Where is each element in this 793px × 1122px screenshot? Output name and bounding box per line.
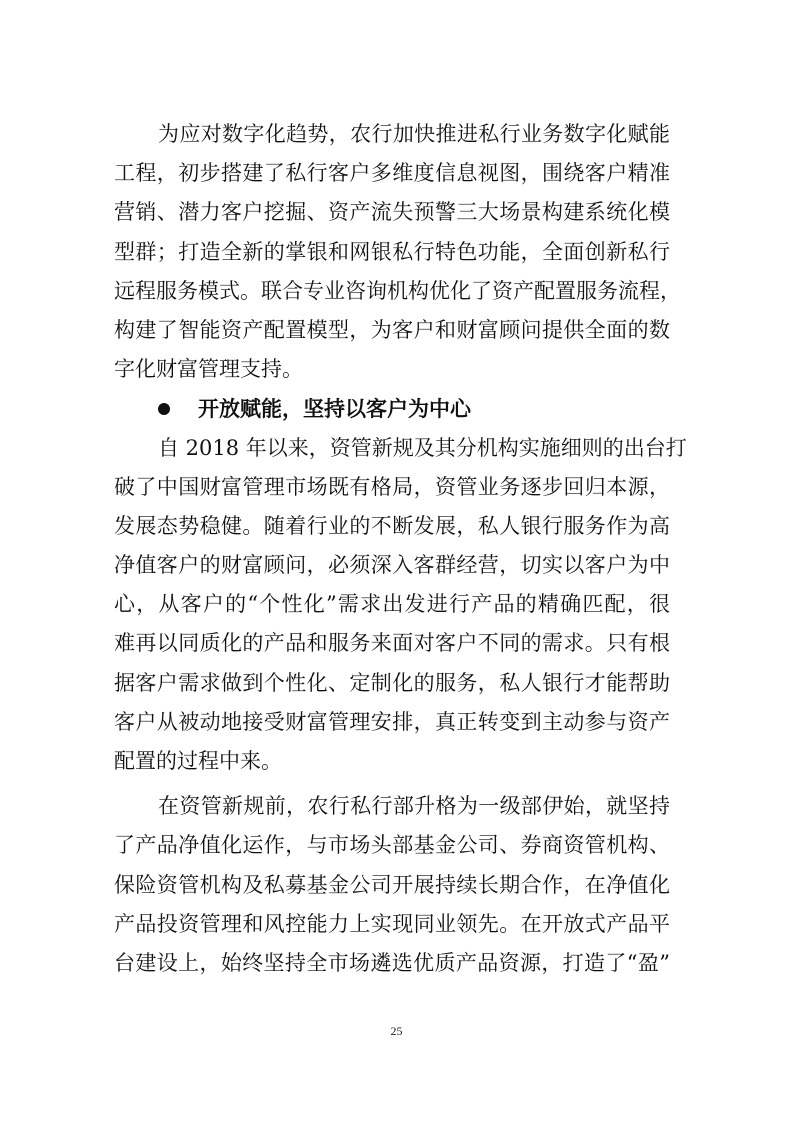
paragraph-line: 配置的过程中来。: [114, 749, 282, 773]
paragraph-line: 发展态势稳健。随着行业的不断发展，私人银行服务作为高: [114, 513, 670, 538]
paragraph-line: 工程，初步搭建了私行客户多维度信息视图，围绕客户精准: [114, 161, 670, 186]
paragraph-line: 营销、潜力客户挖掘、资产流失预警三大场景构建系统化模: [114, 200, 670, 225]
paragraph-line: 构建了智能资产配置模型，为客户和财富顾问提供全面的数: [114, 317, 670, 342]
paragraph-line: 字化财富管理支持。: [114, 357, 303, 382]
paragraph-line: 为应对数字化趋势，农行加快推进私行业务数字化赋能: [158, 122, 670, 146]
paragraph-line: 心，从客户的“个性化”需求出发进行产品的精确匹配，很: [114, 592, 670, 617]
paragraph-line: 在资管新规前，农行私行部升格为一级部伊始，就坚持: [158, 794, 670, 819]
paragraph-line: 难再以同质化的产品和服务来面对客户不同的需求。只有根: [114, 631, 670, 656]
bullet-dot-icon: [158, 403, 170, 415]
paragraph-product-platform: [114, 787, 670, 983]
paragraph-line: 据客户需求做到个性化、定制化的服务，私人银行才能帮助: [114, 670, 670, 695]
paragraph-line: 自 2018 年以来，资管新规及其分机构实施细则的出台打: [158, 435, 687, 460]
paragraph-line: 客户从被动地接受财富管理安排，真正转变到主动参与资产: [114, 709, 670, 734]
section-heading: [114, 389, 670, 428]
paragraph-client-centric: [114, 429, 687, 782]
paragraph-line: 产品投资管理和风控能力上实现同业领先。在开放式产品平: [114, 911, 670, 936]
paragraph-line: 保险资管机构及私募基金公司开展持续长期合作，在净值化: [114, 872, 670, 897]
body-text: [114, 115, 687, 983]
paragraph-line: 了产品净值化运作，与市场头部基金公司、券商资管机构、: [114, 833, 670, 858]
paragraph-line: 型群；打造全新的掌银和网银私行特色功能，全面创新私行: [114, 239, 670, 264]
section-heading-text: 开放赋能，坚持以客户为中心: [198, 396, 471, 422]
paragraph-line: 破了中国财富管理市场既有格局，资管业务逐步回归本源，: [114, 474, 670, 499]
page-number: 25: [390, 1024, 403, 1038]
paragraph-digitalization: [114, 115, 681, 389]
paragraph-line: 远程服务模式。联合专业咨询机构优化了资产配置服务流程，: [114, 278, 681, 303]
paragraph-line: 台建设上，始终坚持全市场遴选优质产品资源，打造了“盈”: [114, 950, 670, 975]
paragraph-line: 净值客户的财富顾问，必须深入客群经营，切实以客户为中: [114, 553, 670, 578]
